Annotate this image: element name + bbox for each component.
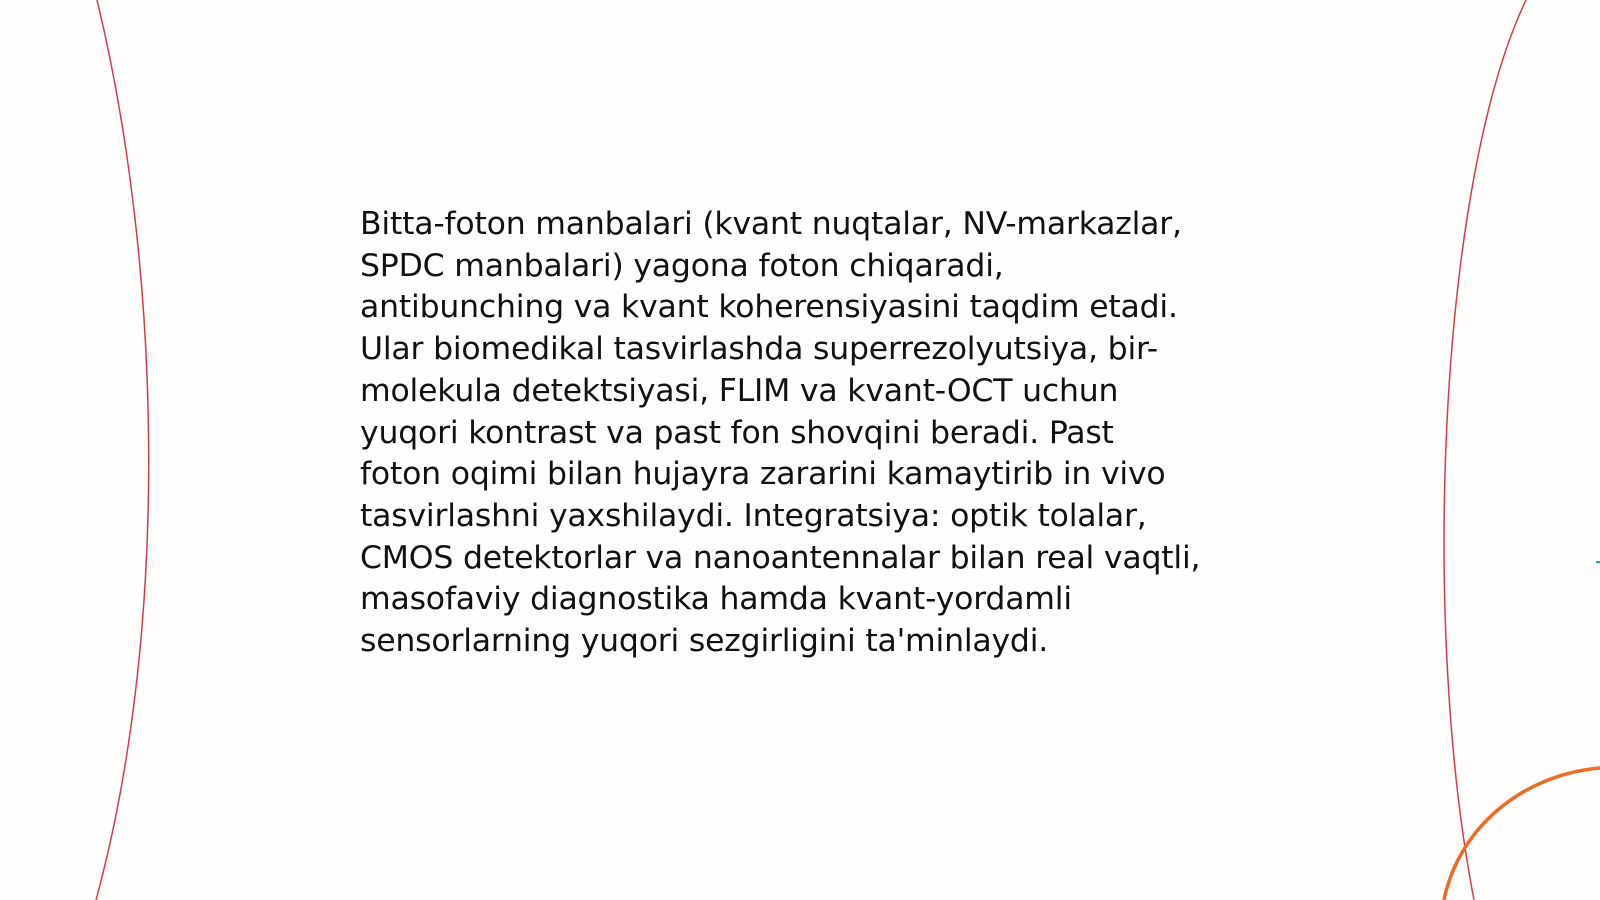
right-curve-line xyxy=(1444,0,1526,900)
text-line: molekula detektsiyasi, FLIM va kvant-OCT uchun xyxy=(360,372,1119,409)
text-line: yuqori kontrast va past fon shovqini beradi. Past xyxy=(360,414,1114,451)
text-line: Bitta-foton manbalari (kvant nuqtalar, NV-markazlar, xyxy=(360,206,1182,242)
text-line: SPDC manbalari) yagona foton chiqaradi, xyxy=(360,247,1004,284)
slide-body-text xyxy=(360,204,1260,663)
bottom-right-arc xyxy=(1444,768,1600,900)
text-line: masofaviy diagnostika hamda kvant-yordamli xyxy=(360,581,1072,618)
text-line: sensorlarning yuqori sezgirligini ta'minlaydi. xyxy=(360,623,1049,660)
text-line: foton oqimi bilan hujayra zararini kamaytirib in vivo xyxy=(360,456,1166,493)
text-line: tasvirlashni yaxshilaydi. Integratsiya: optik tolalar, xyxy=(360,497,1147,534)
left-curve-line xyxy=(96,0,149,900)
text-line: antibunching va kvant koherensiyasini taqdim etadi. xyxy=(360,289,1178,326)
text-line: CMOS detektorlar va nanoantennalar bilan real vaqtli, xyxy=(360,539,1201,576)
text-line: Ular biomedikal tasvirlashda superrezolyutsiya, bir- xyxy=(360,331,1158,368)
